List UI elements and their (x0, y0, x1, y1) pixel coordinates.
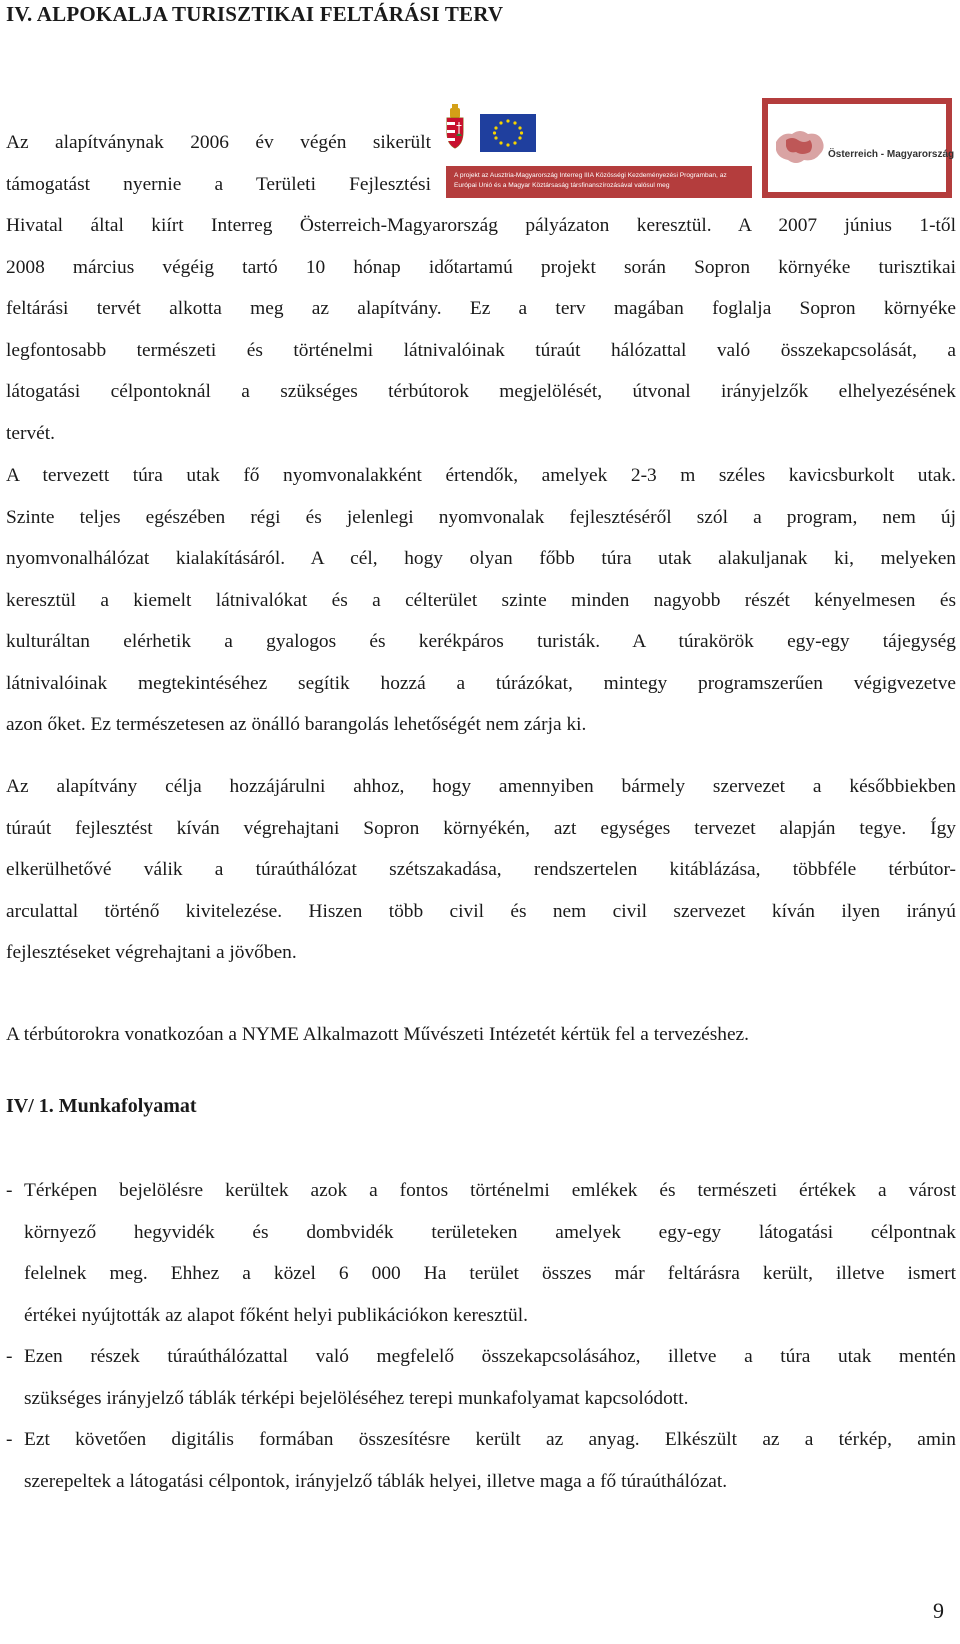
coat-of-arms-and-eu-flag-icon (446, 98, 752, 166)
sponsor-logos (446, 98, 955, 200)
text-line: keresztül a kiemelt látnivalókat és a célterület szinte minden nagyobb részét kényelmesen és (6, 589, 956, 611)
dash-marker: - (6, 1429, 13, 1450)
text-line: túraút fejlesztést kíván végrehajtani Sopron környékén, azt egységes tervezet alapján tegye. Így (6, 817, 956, 839)
text-line: Hivatal által kiírt Interreg Österreich-Magyarország pályázaton keresztül. A 2007 június 1-től (6, 215, 956, 236)
text-line: Ezen részek túraúthálózattal való megfelelő összekapcsolásához, illetve a túra utak mentén (24, 1346, 956, 1367)
text-line: környező hegyvidék és dombvidék területeken amelyek egy-egy látogatási célpontnak (24, 1221, 956, 1243)
list-item (6, 1170, 956, 1336)
text-line: arculattal történő kivitelezése. Hiszen több civil és nem civil szervezet kíván ilyen irányú (6, 900, 956, 922)
eu-flag-icon (480, 114, 536, 152)
text-line: A térbútorokra vonatkozóan a NYME Alkalmazott Művészeti Intézetét kértük fel a tervezéshez. (6, 1024, 750, 1045)
section-heading: IV/ 1. Munkafolyamat (6, 1095, 197, 1117)
text-line: fejlesztéseket végrehajtani a jövőben. (6, 942, 297, 963)
text-line: azon őket. Ez természetesen az önálló barangolás lehetőségét nem zárja ki. (6, 714, 587, 735)
interreg-logo-banner (446, 98, 752, 200)
text-line: tervét. (6, 422, 55, 444)
text-line: Az alapítvány célja hozzájárulni ahhoz, hogy amennyiben bármely szervezet a későbbiekben (6, 776, 956, 797)
hungarian-coat-of-arms-icon (447, 104, 463, 148)
paragraph-routes (6, 455, 956, 746)
text-line: kulturáltan elérhetik a gyalogos és kerékpáros turisták. A túrakörök egy-egy tájegység (6, 631, 956, 652)
text-line: felelnek meg. Ehhez a közel 6 000 Ha terület összes már feltárásra került, illetve ismert (24, 1263, 956, 1284)
page-title: IV. ALPOKALJA TURISZTIKAI FELTÁRÁSI TERV (6, 2, 504, 26)
intro-paragraph (6, 122, 431, 205)
paragraph-project (6, 205, 956, 454)
workflow-list (6, 1170, 956, 1502)
text-line: Térképen bejelölésre kerültek azok a fontos történelmi emlékek és természeti értékek a várost (24, 1180, 956, 1201)
text-line: 2008 március végéig tartó 10 hónap időtartamú projekt során Sopron környéke turisztikai (6, 256, 956, 278)
map-outline-icon (772, 122, 832, 172)
text-line: legfontosabb természeti és történelmi látnivalóinak túraút hálózattal való összekapcsolását, a (6, 339, 956, 361)
text-line: feltárási tervét alkotta meg az alapítvány. Ez a terv magában foglalja Sopron környéke (6, 298, 956, 319)
dash-marker: - (6, 1180, 13, 1201)
text-line: szerepeltek a látogatási célpontok, irányjelző táblák helyei, illetve maga a fő túraúthálózat. (24, 1470, 728, 1492)
text-line: elkerülhetővé válik a túraúthálózat szétszakadása, rendszertelen kitáblázása, többféle térbútor- (6, 859, 956, 880)
text-line: A tervezett túra utak fő nyomvonalakként értendők, amelyek 2-3 m széles kavicsburkolt utak. (6, 465, 956, 486)
paragraph-street-furniture (6, 1014, 956, 1056)
program-logo-text: Österreich - Magyarország (828, 149, 955, 160)
text-line: látnivalóinak megtekintéséhez segítik hozzá a túrázókat, mintegy programszerűen végigvezetve (6, 672, 956, 694)
text-line: nyomvonalhálózat kialakításáról. A cél, hogy olyan főbb túra utak alakuljanak ki, melyeken (6, 548, 956, 569)
dash-marker: - (6, 1346, 13, 1367)
text-line: támogatást nyernie a Területi Fejlesztési (6, 173, 431, 195)
austria-hungary-program-logo (762, 98, 955, 198)
list-item (6, 1336, 956, 1419)
text-line: Ezt követően digitális formában összesítésre került az anyag. Elkészült az a térkép, amin (24, 1429, 956, 1450)
cofinancing-banner: A projekt az Ausztria-Magyarország Interreg IIIA Közösségi Kezdeményezési Programban, az Európai Unió és a Magyar Köztársaság társfinanszírozásával valósul meg (446, 166, 752, 198)
text-line: szükséges irányjelző táblák térképi bejelöléséhez terepi munkafolyamat kapcsolódott. (24, 1387, 689, 1409)
text-line: értékei nyújtották az alapot főként helyi publikációkon keresztül. (24, 1304, 528, 1326)
text-line: Szinte teljes egészében régi és jelenlegi nyomvonalak fejlesztéséről szól a program, nem új (6, 506, 956, 528)
text-line: Az alapítványnak 2006 év végén sikerült (6, 132, 431, 153)
text-line: látogatási célpontoknál a szükséges térbútorok megjelölését, útvonal irányjelzők elhelyezésének (6, 381, 956, 402)
page-number: 9 (933, 1598, 944, 1623)
list-item (6, 1419, 956, 1502)
paragraph-foundation-goal (6, 766, 956, 974)
